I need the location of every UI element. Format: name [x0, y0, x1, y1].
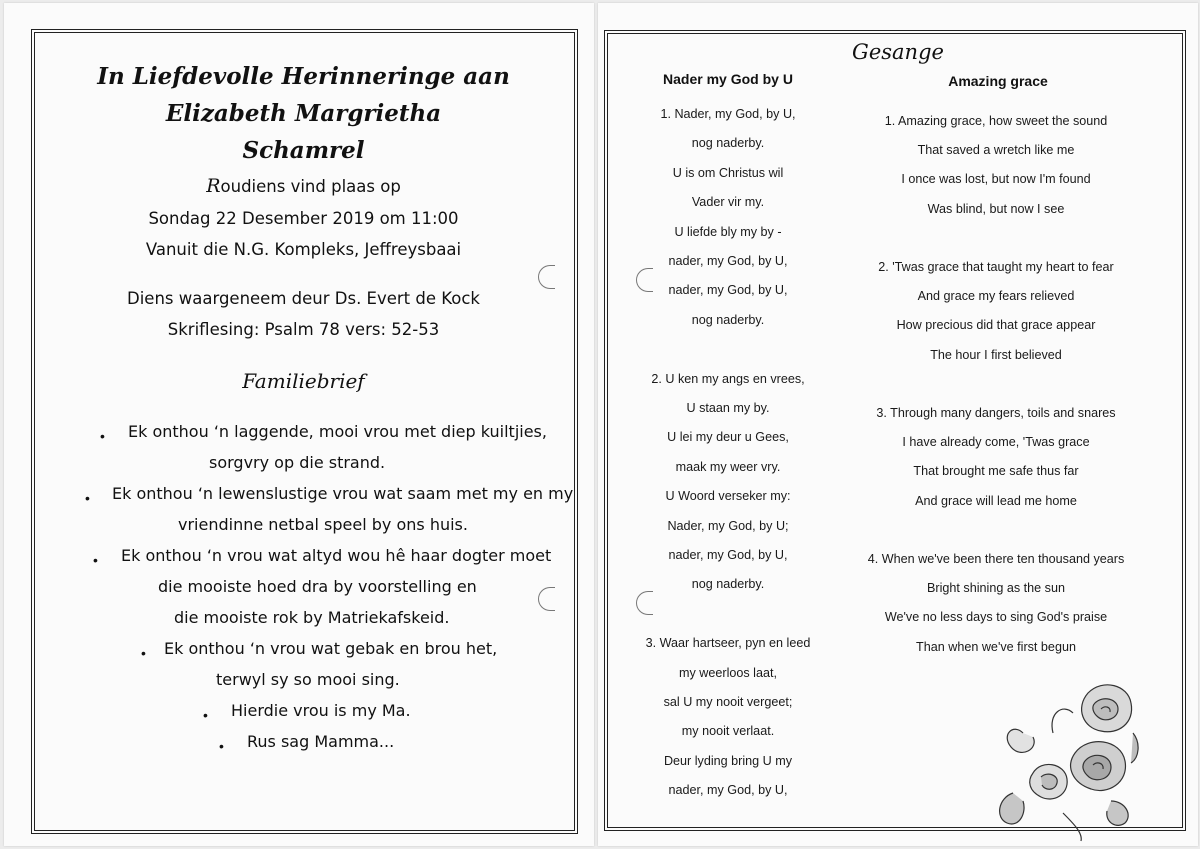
- service-intro-capital: R: [206, 175, 221, 197]
- hymn-line: How precious did that grace appear: [896, 318, 1096, 333]
- hymn-line: 1. Nader, my God, by U,: [660, 107, 796, 121]
- hymn-line: 2. U ken my angs en vrees,: [651, 371, 805, 386]
- left-page: [4, 3, 594, 846]
- service-intro-rest: oudiens vind plaas op: [220, 177, 401, 196]
- family-letter-line: die mooiste rok by Matriekafskeid.: [174, 608, 450, 627]
- hymn-line: U staan my by.: [686, 401, 770, 415]
- hymn-1-title: Nader my God by U: [663, 71, 793, 87]
- hymn-line: sal U my nooit vergeet;: [663, 695, 793, 709]
- hymn-line: maak my weer vry.: [675, 459, 781, 474]
- memorial-title-line-1: In Liefdevolle Herinneringe aan: [97, 63, 510, 90]
- scripture-reading: Skriflesing: Psalm 78 vers: 52-53: [167, 320, 440, 339]
- service-date: Sondag 22 Desember 2019 om 11:00: [148, 209, 459, 228]
- punch-hole: [636, 591, 653, 615]
- family-letter-line: Ek onthou ‘n laggende, mooi vrou met diep kuiltjies,: [128, 422, 547, 441]
- deceased-name-line-2: Schamrel: [242, 137, 365, 164]
- hymn-line: nog naderby.: [691, 312, 765, 327]
- punch-hole: [538, 265, 555, 289]
- family-letter-heading: Familiebrief: [242, 369, 365, 393]
- rose-illustration: [993, 673, 1143, 843]
- hymn-line: U lei my deur u Gees,: [667, 430, 789, 445]
- hymn-line: nader, my God, by U,: [668, 283, 788, 298]
- hymn-line: U liefde bly my by -: [674, 224, 782, 239]
- service-venue: Vanuit die N.G. Kompleks, Jeffreysbaai: [145, 240, 462, 259]
- hymn-line: U Woord verseker my:: [665, 489, 791, 504]
- deceased-name-line-1: Elizabeth Margrietha: [165, 100, 442, 127]
- family-letter-line: Ek onthou ‘n vrou wat altyd wou hê haar dogter moet: [121, 546, 552, 565]
- hymn-line: I have already come, 'Twas grace: [902, 435, 1090, 450]
- bullet-dot: •: [141, 645, 146, 661]
- bullet-dot: •: [93, 552, 98, 568]
- officiant: Diens waargeneem deur Ds. Evert de Kock: [127, 289, 480, 308]
- hymn-line: Deur lyding bring U my: [663, 753, 793, 768]
- family-letter-line: Rus sag Mamma...: [247, 732, 395, 751]
- hymn-line: nog naderby.: [691, 136, 765, 151]
- hymn-line: That brought me safe thus far: [913, 464, 1079, 479]
- hymn-line: nog naderby.: [691, 577, 765, 592]
- family-letter-line: terwyl sy so mooi sing.: [216, 670, 400, 689]
- hymn-line: nader, my God, by U,: [668, 548, 788, 562]
- hymn-line: nader, my God, by U,: [668, 783, 788, 798]
- hymn-2-title: Amazing grace: [948, 73, 1048, 89]
- hymn-line: Vader vir my.: [691, 195, 765, 210]
- hymn-line: my nooit verlaat.: [681, 724, 775, 739]
- hymn-line: We've no less days to sing God's praise: [884, 610, 1108, 625]
- family-letter-line: Hierdie vrou is my Ma.: [231, 701, 411, 720]
- hymn-line: 2. 'Twas grace that taught my heart to fear: [878, 260, 1114, 274]
- hymn-line: 3. Waar hartseer, pyn en leed: [645, 636, 811, 651]
- hymn-line: The hour I first believed: [930, 347, 1062, 362]
- hymn-line: 3. Through many dangers, toils and snares: [876, 406, 1116, 420]
- family-letter-line: Ek onthou ‘n vrou wat gebak en brou het,: [164, 639, 498, 658]
- hymn-line: U is om Christus wil: [672, 165, 784, 180]
- bullet-dot: •: [203, 707, 208, 723]
- bullet-dot: •: [219, 738, 224, 754]
- hymn-line: That saved a wretch like me: [917, 143, 1075, 158]
- hymn-line: my weerloos laat,: [679, 665, 777, 680]
- bullet-dot: •: [85, 490, 90, 506]
- hymn-line: Was blind, but now I see: [927, 201, 1065, 216]
- hymn-line: nader, my God, by U,: [668, 254, 788, 268]
- hymn-line: 1. Amazing grace, how sweet the sound: [884, 114, 1108, 128]
- hymn-line: And grace my fears relieved: [917, 289, 1075, 304]
- right-page: [598, 3, 1198, 846]
- hymn-line: I once was lost, but now I'm found: [901, 172, 1091, 187]
- hymn-line: Than when we've first begun: [916, 639, 1076, 654]
- bullet-dot: •: [100, 428, 105, 444]
- hymns-heading: Gesange: [852, 40, 944, 64]
- family-letter-line: die mooiste hoed dra by voorstelling en: [158, 577, 477, 596]
- service-intro: [34, 175, 573, 197]
- punch-hole: [538, 587, 555, 611]
- hymn-line: Bright shining as the sun: [927, 581, 1065, 596]
- hymn-line: Nader, my God, by U;: [667, 518, 789, 533]
- family-letter-line: Ek onthou ‘n lewenslustige vrou wat saam met my en my: [112, 484, 574, 503]
- hymn-line: And grace will lead me home: [915, 493, 1077, 508]
- hymn-line: 4. When we've been there ten thousand years: [867, 552, 1125, 566]
- punch-hole: [636, 268, 653, 292]
- family-letter-line: sorgvry op die strand.: [209, 453, 386, 472]
- family-letter-line: vriendinne netbal speel by ons huis.: [178, 515, 468, 534]
